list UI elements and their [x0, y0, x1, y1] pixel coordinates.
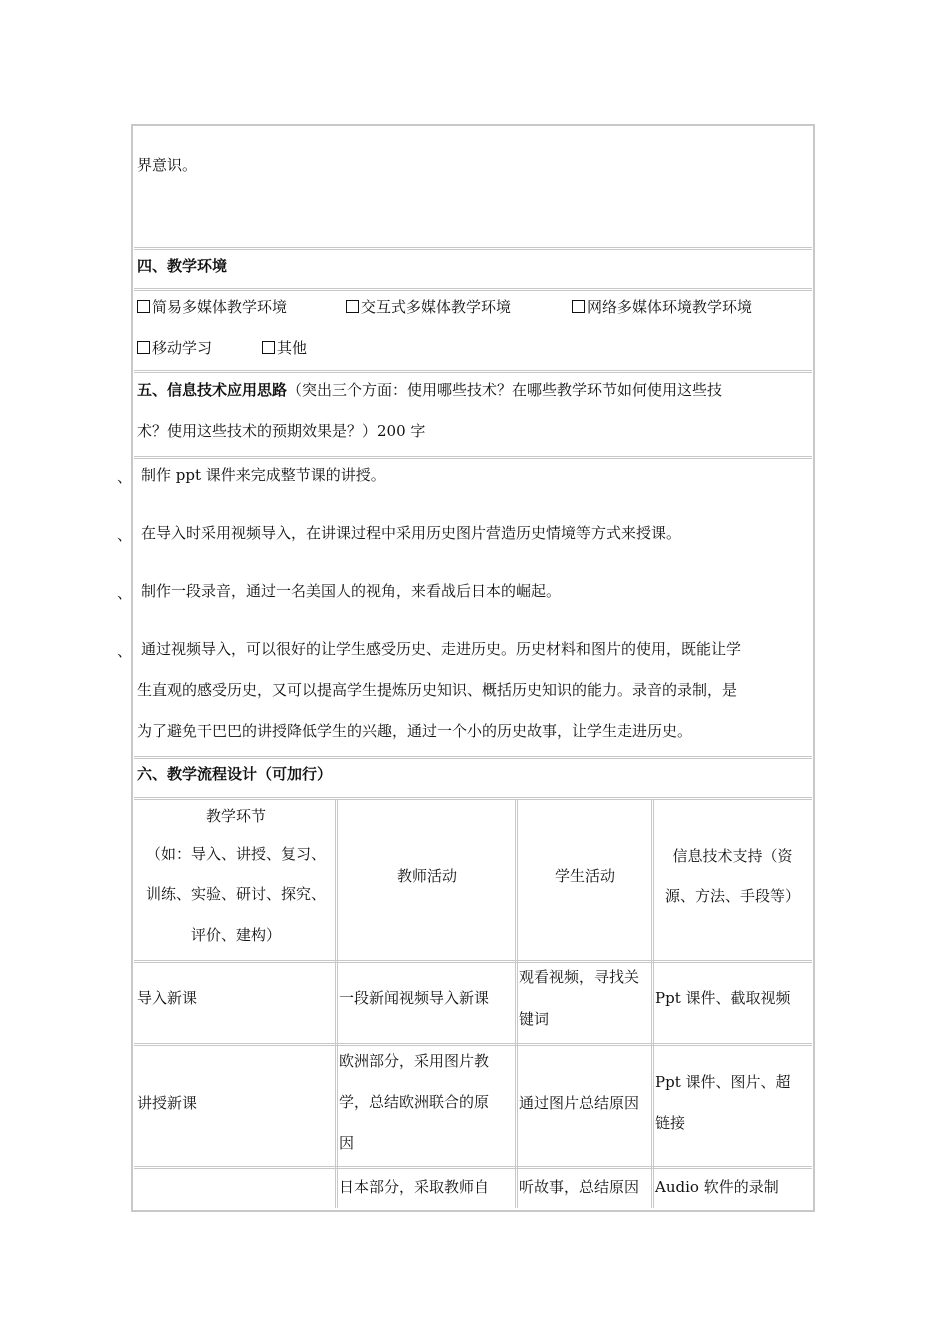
row2-tech-l1: Ppt 课件、图片、超 [655, 1073, 791, 1091]
checkbox-icon[interactable] [137, 300, 150, 313]
section5-note-line2: 术？使用这些技术的预期效果是？）200 字 [137, 422, 426, 440]
row1-teacher: 一段新闻视频导入新课 [339, 989, 490, 1007]
checkbox-icon[interactable] [137, 341, 150, 354]
divider [134, 370, 812, 373]
tech-item-4-line3: 为了避免干巴巴的讲授降低学生的兴趣，通过一个小的历史故事，让学生走进历史。 [137, 722, 693, 740]
header-tech-l1: 信息技术支持（资 [672, 847, 793, 865]
header-stage-l1: 教学环节 [205, 807, 266, 825]
row2-stage: 讲授新课 [137, 1094, 198, 1112]
section5-heading-line [137, 380, 722, 400]
divider [134, 288, 812, 291]
bullet-mark: 、 [117, 468, 133, 486]
row2-teacher-l3: 因 [339, 1134, 355, 1152]
table-row-divider [134, 960, 812, 963]
section6-heading: 六、教学流程设计（可加行） [137, 765, 333, 783]
tech-item-2: 在导入时采用视频导入，在讲课过程中采用历史图片营造历史情境等方式来授课。 [141, 524, 682, 542]
header-stage-l4: 评价、建构） [190, 926, 281, 944]
divider [134, 247, 812, 250]
row3-tech: Audio 软件的录制 [655, 1178, 779, 1196]
row1-tech: Ppt 课件、截取视频 [655, 989, 791, 1007]
row3-student: 听故事，总结原因 [519, 1178, 640, 1196]
row3-teacher: 日本部分，采取教师自 [339, 1178, 490, 1196]
row2-tech-l2: 链接 [655, 1114, 686, 1132]
env-option-network[interactable]: 网络多媒体环境教学环境 [572, 297, 752, 317]
checkbox-icon[interactable] [572, 300, 585, 313]
bullet-mark: 、 [117, 642, 133, 660]
table-col-divider [651, 800, 654, 1208]
header-student: 学生活动 [554, 867, 615, 885]
env-option-other[interactable]: 其他 [262, 338, 307, 358]
tech-item-3: 制作一段录音，通过一名美国人的视角，来看战后日本的崛起。 [141, 582, 562, 600]
divider [134, 456, 812, 459]
table-row-divider [134, 1166, 812, 1169]
section5-note: （突出三个方面：使用哪些技术？在哪些教学环节如何使用这些技 [287, 381, 723, 399]
section5-heading: 五、信息技术应用思路 [137, 381, 288, 399]
tech-item-4-line1: 通过视频导入，可以很好的让学生感受历史、走进历史。历史材料和图片的使用，既能让学 [141, 640, 742, 658]
row2-teacher-l1: 欧洲部分，采用图片教 [339, 1052, 490, 1070]
header-stage-l2: （如：导入、讲授、复习、 [145, 845, 326, 863]
row1-student-l1: 观看视频，寻找关 [519, 968, 640, 986]
header-tech-l2: 源、方法、手段等） [664, 887, 800, 905]
env-option-simple[interactable]: 简易多媒体教学环境 [137, 297, 287, 317]
tech-item-4-line2: 生直观的感受历史，又可以提高学生提炼历史知识、概括历史知识的能力。录音的录制，是 [137, 681, 738, 699]
table-col-divider [515, 800, 518, 1208]
env-option-interactive[interactable]: 交互式多媒体教学环境 [346, 297, 511, 317]
header-stage-l3: 训练、实验、研讨、探究、 [145, 885, 326, 903]
row1-student-l2: 键词 [519, 1010, 550, 1028]
table-row-divider [134, 1043, 812, 1046]
section4-heading: 四、教学环境 [137, 257, 228, 275]
divider [134, 797, 812, 800]
env-option-mobile[interactable]: 移动学习 [137, 338, 212, 358]
checkbox-icon[interactable] [346, 300, 359, 313]
checkbox-icon[interactable] [262, 341, 275, 354]
row2-student: 通过图片总结原因 [519, 1094, 640, 1112]
bullet-mark: 、 [117, 584, 133, 602]
row1-stage: 导入新课 [137, 989, 198, 1007]
table-col-divider [335, 800, 338, 1208]
tech-item-1: 制作 ppt 课件来完成整节课的讲授。 [141, 466, 386, 484]
header-teacher: 教师活动 [396, 867, 457, 885]
bullet-mark: 、 [117, 526, 133, 544]
divider [134, 756, 812, 759]
continuation-text: 界意识。 [137, 156, 198, 174]
row2-teacher-l2: 学，总结欧洲联合的原 [339, 1093, 490, 1111]
